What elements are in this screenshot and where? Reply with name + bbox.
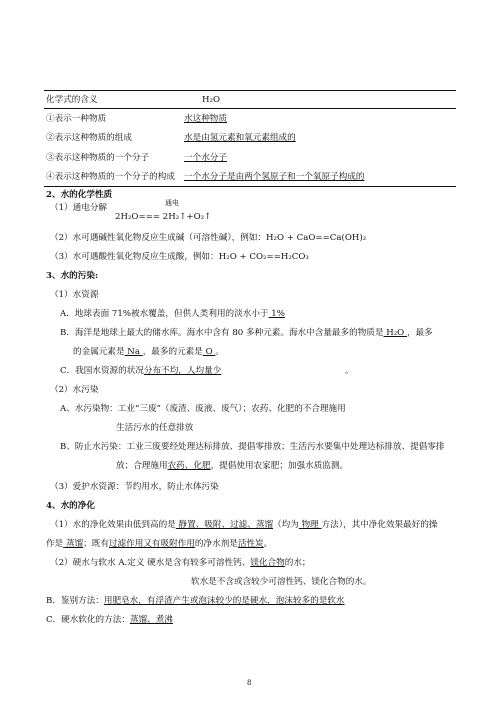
table-row-3-value: 一个水分子 [184, 153, 227, 163]
water-resources-heading: （1）水资源 [50, 290, 99, 300]
most-abundant-substance: H₂O [383, 328, 407, 338]
freshwater-percent: 1% [268, 309, 285, 319]
pollutants-line-2: 生活污水的任意排放 [116, 423, 194, 433]
pollutants-line: A、水污染物：工业“三废”（废渣、废液、废气）；农药、化肥的不合理施用 [60, 404, 346, 414]
prevention-line-2-tail: ，提倡使用农家肥；加强水质监测。 [210, 461, 349, 471]
softening-methods: 蒸馏、煮沸 [129, 615, 173, 625]
point-a [60, 309, 285, 320]
hard-soft-water-line [50, 558, 311, 569]
table-header-formula: H₂O [202, 95, 220, 105]
soft-water-definition: 软水是不含或含较少可溶性钙、镁化合物的水。 [191, 577, 372, 587]
softening-label: C．硬水软化的方法： [46, 615, 130, 625]
most-metal-element: Na [124, 347, 143, 357]
table-bottom-rule [44, 186, 456, 187]
page-number: 8 [247, 679, 252, 687]
point-a-text: A．地球表面 71%被水覆盖，但供人类利用的淡水小于 [60, 309, 269, 319]
purification-line-1-tail: 方法），其中净化效果最好的操 [321, 520, 438, 530]
table-row-3-label: ③表示这种物质的一个分子 [46, 153, 150, 163]
table-row-4-value: 一个水分子是由两个氢原子和一个氧原子构成的 [184, 172, 365, 182]
purification-line-1 [50, 520, 438, 531]
purification-order: 静置、吸附、过滤、蒸馏 [175, 520, 274, 530]
table-header-rule [44, 108, 456, 109]
section-2-title: 2、水的化学性质 [46, 190, 113, 200]
water-pollution-heading: （2）水污染 [50, 385, 99, 395]
prevention-line: B、防止水污染：工业三废要经处理达标排放、提倡零排放；生活污水要集中处理达标排放、提倡零排 [60, 442, 445, 452]
hard-soft-water-text: （2）硬水与软水 A.定义 硬水是含有较多可溶性钙、 [50, 558, 251, 568]
china-water-status: 分布不均，人均量少 [143, 366, 222, 376]
prevention-line-2 [116, 461, 348, 472]
purification-line-1-mid: （均为 [273, 520, 299, 530]
point-b-cont-tail: 。 [215, 347, 224, 357]
hard-soft-water-tail: 的水； [284, 558, 311, 568]
table-row-2-label: ②表示这种物质的组成 [46, 133, 132, 143]
purification-line-2-mid2: 的净水剂是 [194, 539, 238, 549]
electrolysis-equation: 2H₂O=== 2H₂↑+O₂↑ [115, 212, 212, 222]
identification-line [46, 596, 345, 607]
point-b-text: B．海洋是地球上最大的储水库。海水中含有 80 多种元素。海水中含量最多的物质是 [60, 328, 384, 338]
filter-adsorb: 过滤作用又有吸附作用 [108, 539, 195, 549]
acidic-oxide-reaction: （3）水可遇酸性氧化物反应生成酸，例如：H₂O + CO₂==H₂CO₃ [50, 252, 309, 262]
point-b-cont [73, 347, 224, 358]
purification-line-1-text: （1）水的净化效果由低到高的是 [50, 520, 176, 530]
table-row-1-label: ①表示一种物质 [46, 114, 107, 124]
point-b-cont-mid: ，最多的元素是 [142, 347, 203, 357]
section-3-title: 3、水的污染: [46, 271, 99, 281]
purification-line-2 [46, 539, 272, 550]
electrolysis-label: （1）通电分解 [50, 203, 108, 213]
identification-method: 用肥皂水，有浮渣产生或泡沫较少的是硬水，泡沫较多的是软水 [103, 596, 345, 606]
point-c [60, 366, 221, 377]
point-c-text: C．我国水资源的状况 [60, 366, 144, 376]
table-row-4-label: ④表示这种物质的一个分子的构成 [46, 172, 175, 182]
basic-oxide-reaction: （2）水可遇碱性氧化物反应生成碱（可溶性碱），例如：H₂O + CaO==Ca(OH)₂ [50, 233, 367, 243]
purification-line-2-text: 作是 [46, 539, 64, 549]
magnesium-compounds: 镁化合物 [250, 558, 285, 568]
point-b-cont-text: 的金属元素是 [73, 347, 125, 357]
table-header-meaning: 化学式的含义 [46, 95, 98, 105]
table-row-1-value: 水这种物质 [184, 114, 227, 124]
point-c-dot: 。 [345, 366, 354, 376]
pesticides-fertilizers: 农药、化肥 [167, 461, 211, 471]
prevention-line-2-text: 放；合理施用 [116, 461, 168, 471]
purification-line-2-mid: ；既有 [83, 539, 109, 549]
method-type: 物理 [298, 520, 322, 530]
protect-water-line: （3）爱护水资源：节约用水，防止水体污染 [50, 482, 219, 492]
point-b [60, 328, 433, 339]
electrolysis-condition: 通电 [165, 199, 179, 207]
identification-label: B．鉴别方法： [46, 596, 104, 606]
purification-line-2-tail: 。 [263, 539, 273, 549]
top-rule [44, 90, 456, 91]
best-method: 蒸馏 [63, 539, 84, 549]
activated-carbon: 活性炭 [237, 539, 264, 549]
softening-line [46, 615, 173, 626]
section-4-title: 4、水的净化 [46, 501, 95, 511]
table-row-2-value: 水是由氢元素和氧元素组成的 [184, 133, 296, 143]
most-element: O [202, 347, 216, 357]
point-b-tail: ，最多 [406, 328, 433, 338]
